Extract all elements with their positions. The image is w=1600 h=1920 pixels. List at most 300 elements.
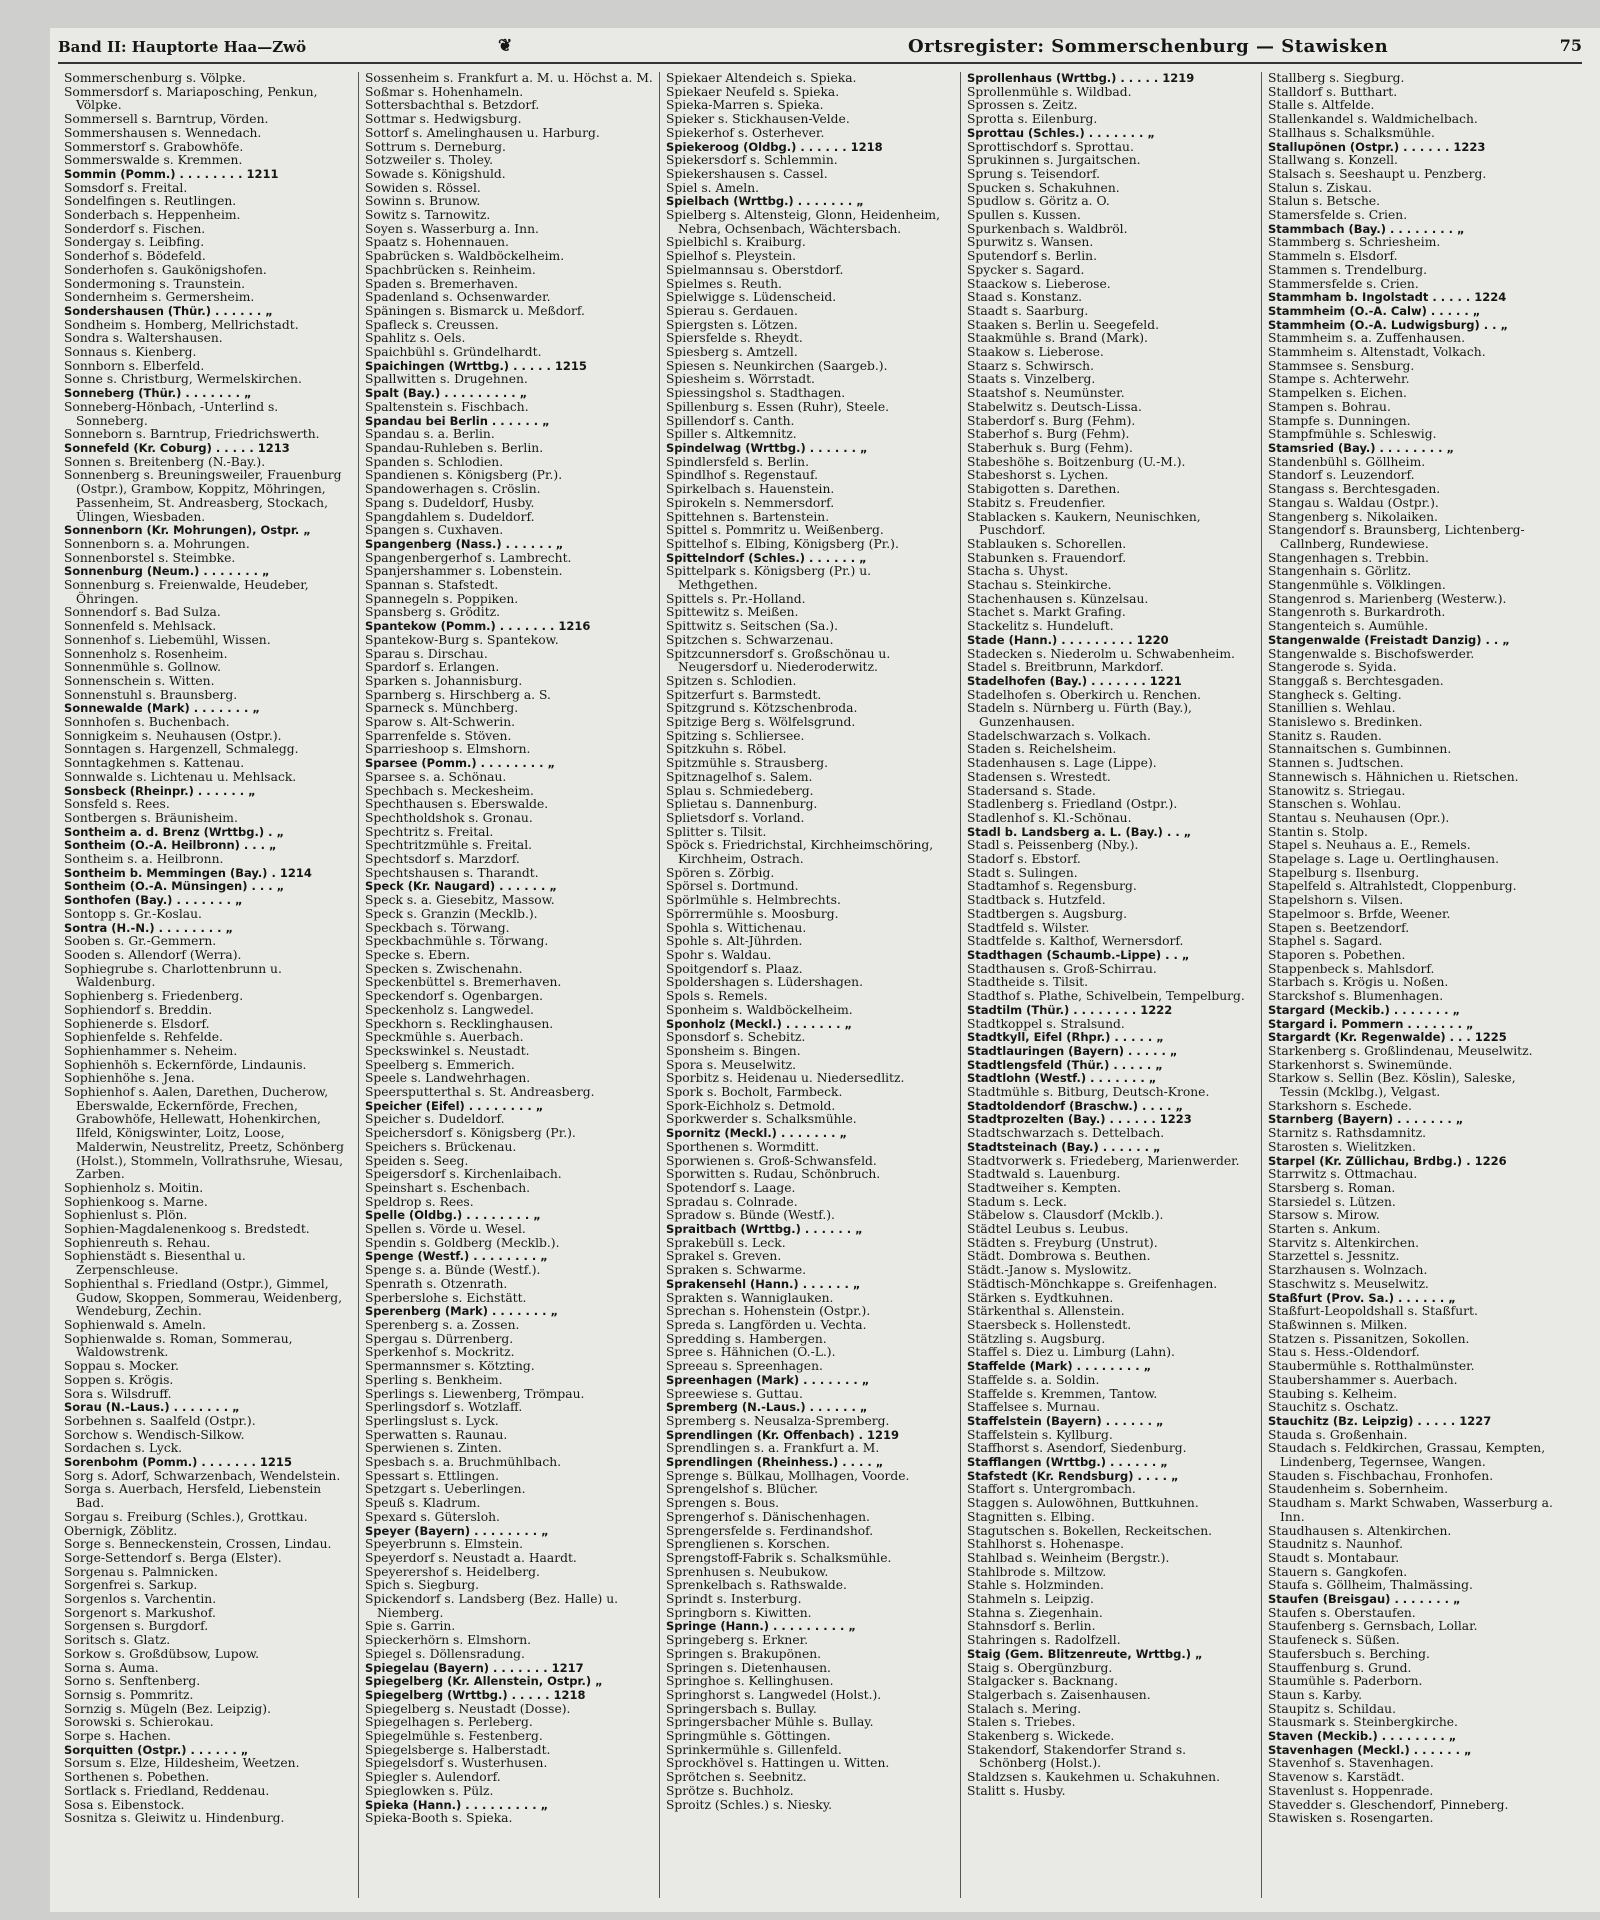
index-entry: Stauden s. Fischbachau, Fronhofen. (1268, 1468, 1494, 1483)
index-entry: Stappenbeck s. Mahlsdorf. (1268, 961, 1435, 976)
index-entry: Staubermühle s. Rotthalmünster. (1268, 1359, 1475, 1374)
index-entry: Sontheim a. d. Brenz (Wrttbg.) . „ (64, 824, 285, 839)
index-entry: Obernigk, Zöblitz. (64, 1523, 178, 1538)
index-entry: Sponsheim s. Bingen. (666, 1043, 801, 1058)
index-entry: Spiesberg s. Amtzell. (666, 345, 798, 360)
index-entry: Spieglowken s. Pülz. (365, 1783, 494, 1798)
index-entry: Spradau s. Colnrade. (666, 1194, 798, 1209)
index-entry: Spork-Eichholz s. Detmold. (666, 1098, 836, 1113)
index-entry: Spangdahlem s. Dudeldorf. (365, 509, 535, 524)
index-entry: Sonneberg-Hönbach, -Unterlind s. Sonneberg. (64, 399, 279, 428)
index-entry: Stadtfeld s. Wilster. (967, 920, 1090, 935)
index-entry: Sparsee (Pomm.) . . . . . . . . „ (365, 756, 556, 771)
index-entry: Stangerode s. Syida. (1268, 660, 1397, 675)
index-entry: Sommersell s. Barntrup, Vörden. (64, 112, 269, 127)
index-entry: Sontheim (O.-A. Münsingen) . . . „ (64, 879, 285, 894)
index-entry: Sonne s. Christburg, Wermelskirchen. (64, 372, 302, 387)
index-entry: Stadtschwarzach s. Dettelbach. (967, 1126, 1165, 1141)
index-entry: Staschwitz s. Meuselwitz. (1268, 1276, 1429, 1291)
index-entry: Starsberg s. Roman. (1268, 1180, 1396, 1195)
index-entry: Spielmes s. Reuth. (666, 276, 782, 291)
index-entry: Springhoe s. Kellinghusen. (666, 1674, 834, 1689)
index-entry: Sommerswalde s. Kremmen. (64, 153, 243, 168)
index-entry: Spitzmühle s. Strausberg. (666, 756, 829, 771)
index-entry: Staufen (Breisgau) . . . . . . . „ (1268, 1592, 1461, 1607)
index-entry: Spiegelsberge s. Halberstadt. (365, 1742, 551, 1757)
index-entry: Staggen s. Aulowöhnen, Buttkuhnen. (967, 1496, 1199, 1511)
index-entry: Späningen s. Bismarck u. Meßdorf. (365, 303, 585, 318)
index-entry: Stangenhain s. Görlitz. (1268, 564, 1412, 579)
index-entry: Staßwinnen s. Milken. (1268, 1317, 1408, 1332)
index-entry: Stammheim (O.-A. Ludwigsburg) . . „ (1268, 317, 1509, 332)
index-entry: Sophiendorf s. Breddin. (64, 1002, 213, 1017)
index-entry: Stauern s. Gangkofen. (1268, 1564, 1408, 1579)
index-entry: Spöck s. Friedrichstal, Kirchheimschöring, Kirchheim, Ostrach. (666, 838, 934, 867)
index-entry: Staarz s. Schwirsch. (967, 358, 1095, 373)
index-entry: Sophienstädt s. Biesenthal u. Zerpenschleuse. (64, 1249, 246, 1278)
index-entry: Sprenkelbach s. Rathswalde. (666, 1578, 847, 1593)
index-entry: Starsow s. Mirow. (1268, 1208, 1380, 1223)
index-entry: Stadorf s. Ebstorf. (967, 852, 1081, 867)
index-entry: Spandau bei Berlin . . . . . . „ (365, 413, 550, 428)
index-entry: Springe (Hann.) . . . . . . . . . „ (666, 1619, 856, 1634)
index-entry: Stavenlust s. Hoppenrade. (1268, 1783, 1434, 1798)
index-entry: Staadt s. Saarburg. (967, 303, 1089, 318)
index-entry: Sprengstoff-Fabrik s. Schalksmühle. (666, 1550, 892, 1565)
index-entry: Stanschen s. Wohlau. (1268, 797, 1402, 812)
index-entry: Spudlow s. Göritz a. O. (967, 194, 1110, 209)
index-entry: Speckendorf s. Ogenbargen. (365, 989, 544, 1004)
index-entry: Sonnhofen s. Buchenbach. (64, 715, 230, 730)
index-entry: Spitzkuhn s. Röbel. (666, 742, 787, 757)
index-entry: Stachenhausen s. Künzelsau. (967, 591, 1149, 606)
index-entry: Stavenhof s. Stavenhagen. (1268, 1756, 1434, 1771)
index-entry: Starzhausen s. Wolnzach. (1268, 1263, 1428, 1278)
index-entry: Sorpe s. Hachen. (64, 1729, 171, 1744)
index-entry: Sonnen s. Breitenberg (N.-Bay.). (64, 454, 266, 469)
index-entry: Speck s. a. Giesebitz, Massow. (365, 893, 555, 908)
index-entry: Sophienhöhe s. Jena. (64, 1071, 195, 1086)
index-entry: Spieka-Marren s. Spieka. (666, 98, 824, 113)
index-column-5 (1262, 72, 1562, 1898)
index-entry: Spelle (Oldbg.) . . . . . . . . „ (365, 1208, 541, 1223)
index-entry: Specken s. Zwischenahn. (365, 961, 523, 976)
index-entry: Stapelshorn s. Vilsen. (1268, 893, 1404, 908)
index-entry: Stallenkandel s. Waldmichelbach. (1268, 112, 1478, 127)
index-entry: Spielbichl s. Kraiburg. (666, 235, 806, 250)
index-entry: Spechtholdshok s. Gronau. (365, 810, 533, 825)
index-entry: Spaltenstein s. Fischbach. (365, 399, 529, 414)
index-entry: Stampfmühle s. Schleswig. (1268, 427, 1437, 442)
index-entry: Spiegelberg (Kr. Allenstein, Ostpr.) „ (365, 1674, 603, 1689)
index-entry: Staffelstein s. Kyllburg. (967, 1427, 1113, 1442)
index-entry: Speldrop s. Rees. (365, 1194, 474, 1209)
index-entry: Sorkow s. Großdübsow, Lupow. (64, 1646, 260, 1661)
index-entry: Sondelfingen s. Reutlingen. (64, 194, 237, 209)
index-entry: Sontheim (O.-A. Heilbronn) . . . „ (64, 838, 277, 853)
index-entry: Spardorf s. Erlangen. (365, 660, 500, 675)
index-entry: Speyerbrunn s. Elmstein. (365, 1537, 524, 1552)
index-entry: Sonnewalde (Mark) . . . . . . . „ (64, 701, 260, 716)
index-entry: Spirokeln s. Nemmersdorf. (666, 495, 835, 510)
index-entry: Spiegelberg (Wrttbg.) . . . . . 1218 (365, 1687, 586, 1702)
index-entry: Standenbühl s. Göllheim. (1268, 454, 1426, 469)
index-entry: Spoldershagen s. Lüdershagen. (666, 975, 863, 990)
index-entry: Sprinkermühle s. Gillenfeld. (666, 1742, 842, 1757)
index-entry: Stampfe s. Dunningen. (1268, 413, 1411, 428)
index-entry: Sophien-Magdalenenkoog s. Bredstedt. (64, 1222, 310, 1237)
index-entry: Stakendorf, Stakendorfer Strand s. Schönberg (Holst.). (967, 1742, 1187, 1771)
index-entry: Stahnsdorf s. Berlin. (967, 1619, 1096, 1634)
index-entry: Spurwitz s. Wansen. (967, 235, 1094, 250)
index-entry: Sonnigkeim s. Neuhausen (Ostpr.). (64, 728, 282, 743)
index-entry: Spiesen s. Neunkirchen (Saargeb.). (666, 358, 888, 373)
index-entry: Spieker s. Stickhausen-Velde. (666, 112, 850, 127)
index-entry: Spiekersdorf s. Schlemmin. (666, 153, 838, 168)
index-entry: Speigersdorf s. Kirchenlaibach. (365, 1167, 562, 1182)
index-entry: Sperling s. Benkheim. (365, 1372, 503, 1387)
index-entry: Sonnefeld (Kr. Coburg) . . . . . 1213 (64, 440, 290, 455)
index-entry: Stauchitz s. Oschatz. (1268, 1400, 1399, 1415)
index-entry: Sorgenlos s. Varchentin. (64, 1592, 217, 1607)
index-column-1 (58, 72, 359, 1898)
index-entry: Spenge (Westf.) . . . . . . . . „ (365, 1249, 548, 1264)
index-entry: Staun s. Karby. (1268, 1687, 1363, 1702)
index-entry: Spörlmühle s. Helmbrechts. (666, 893, 841, 908)
index-entry: Spittel s. Pommritz u. Weißenberg. (666, 523, 884, 538)
index-entry: Staackow s. Lieberose. (967, 276, 1111, 291)
index-entry: Staersbeck s. Hollenstedt. (967, 1317, 1132, 1332)
index-entry: Spannan s. Stafstedt. (365, 578, 499, 593)
index-entry: Spandau-Ruhleben s. Berlin. (365, 440, 544, 455)
index-entry: Stammham b. Ingolstadt . . . . . 1224 (1268, 290, 1507, 305)
index-entry: Sprenge s. Bülkau, Mollhagen, Voorde. (666, 1468, 910, 1483)
index-entry: Stammheim s. Altenstadt, Volkach. (1268, 345, 1486, 360)
index-entry: Spantekow-Burg s. Spantekow. (365, 632, 559, 647)
index-entry: Stammheim (O.-A. Calw) . . . . . „ (1268, 303, 1481, 318)
index-entry: Spohle s. Alt-Jührden. (666, 934, 803, 949)
index-entry: Stanggaß s. Berchtesgaden. (1268, 673, 1444, 688)
index-entry: Stawisken s. Rosengarten. (1268, 1811, 1434, 1826)
index-entry: Spechtritz s. Freital. (365, 824, 494, 839)
index-entry: Sonderbach s. Heppenheim. (64, 208, 241, 223)
index-entry: Starkow s. Sellin (Bez. Köslin), Saleske, Tessin (Mcklbg.), Velgast. (1268, 1071, 1516, 1100)
index-entry: Stadthof s. Plathe, Schivelbein, Tempelburg. (967, 989, 1245, 1004)
index-entry: Sonnenburg (Neum.) . . . . . . . „ (64, 564, 270, 579)
index-entry: Stauchitz (Bz. Leipzig) . . . . . 1227 (1268, 1413, 1492, 1428)
index-entry: Sorna s. Auma. (64, 1660, 159, 1675)
index-entry: Sorbehnen s. Saalfeld (Ostpr.). (64, 1413, 256, 1428)
index-entry: Sophienfelde s. Rehfelde. (64, 1030, 223, 1045)
index-entry: Spaatz s. Hohennauen. (365, 235, 509, 250)
index-entry: Stackelitz s. Hundeluft. (967, 619, 1114, 634)
index-entry: Sowinn s. Brunow. (365, 194, 481, 209)
index-entry: Spraitbach (Wrttbg.) . . . . . . „ (666, 1222, 863, 1237)
index-entry: Stabeshorst s. Lychen. (967, 468, 1109, 483)
index-entry: Spafleck s. Creussen. (365, 317, 499, 332)
index-entry: Sora s. Wilsdruff. (64, 1386, 172, 1401)
index-entry: Staufa s. Göllheim, Thalmässing. (1268, 1578, 1473, 1593)
index-entry: Staffel s. Diez u. Limburg (Lahn). (967, 1345, 1175, 1360)
index-entry: Stallwang s. Konzell. (1268, 153, 1398, 168)
index-entry: Splau s. Schmiedeberg. (666, 783, 814, 798)
index-entry: Spiersfelde s. Rheydt. (666, 331, 803, 346)
index-entry: Staßfurt-Leopoldshall s. Staßfurt. (1268, 1304, 1478, 1319)
index-entry: Staudham s. Markt Schwaben, Wasserburg a. Inn. (1268, 1496, 1553, 1524)
index-entry: Stauffenburg s. Grund. (1268, 1660, 1412, 1675)
index-entry: Stapelburg s. Ilsenburg. (1268, 865, 1420, 880)
index-entry: Sperberslohe s. Eichstätt. (365, 1290, 527, 1305)
index-entry: Sputendorf s. Berlin. (967, 249, 1097, 264)
index-entry: Soritsch s. Glatz. (64, 1633, 171, 1648)
index-entry: Stantau s. Neuhausen (Opr.). (1268, 810, 1450, 825)
index-entry: Sprengelshof s. Blücher. (666, 1482, 819, 1497)
index-entry: Spangen s. Cuxhaven. (365, 523, 504, 538)
index-entry: Sprenglienen s. Korschen. (666, 1537, 830, 1552)
index-entry: Sperenberg s. a. Zossen. (365, 1317, 520, 1332)
index-entry: Spillenburg s. Essen (Ruhr), Steele. (666, 399, 890, 414)
index-entry: Sporthenen s. Wormditt. (666, 1139, 820, 1154)
index-entry: Staffelsee s. Murnau. (967, 1400, 1101, 1415)
index-entry: Sophienkoog s. Marne. (64, 1194, 208, 1209)
index-entry: Sonnenhof s. Liebemühl, Wissen. (64, 632, 271, 647)
index-entry: Sparow s. Alt-Schwerin. (365, 715, 516, 730)
index-entry: Stadtkyll, Eifel (Rhpr.) . . . . . „ (967, 1030, 1164, 1045)
index-entry: Stangenwalde (Freistadt Danzig) . . „ (1268, 632, 1510, 647)
index-entry: Spechtsdorf s. Marzdorf. (365, 852, 520, 867)
index-entry: Sparnberg s. Hirschberg a. S. (365, 687, 551, 702)
index-entry: Speicher (Eifel) . . . . . . . . „ (365, 1098, 544, 1113)
index-entry: Sondergay s. Leibfing. (64, 235, 205, 250)
index-entry: Sorchow s. Wendisch-Silkow. (64, 1427, 245, 1442)
index-entry: Spiekeroog (Oldbg.) . . . . . . 1218 (666, 139, 883, 154)
index-entry: Staldzsen s. Kaukehmen u. Schakuhnen. (967, 1770, 1220, 1785)
index-entry: Spieka-Booth s. Spieka. (365, 1811, 513, 1826)
index-entry: Stapel s. Neuhaus a. E., Remels. (1268, 838, 1471, 853)
index-entry: Stangenwalde s. Bischofswerder. (1268, 646, 1475, 661)
index-entry: Starbach s. Krögis u. Noßen. (1268, 975, 1449, 990)
index-entry: Spiller s. Altkemnitz. (666, 427, 797, 442)
index-entry: Stadtback s. Hutzfeld. (967, 893, 1106, 908)
index-entry: Sparken s. Johannisburg. (365, 673, 523, 688)
index-entry: Stärkenthal s. Allenstein. (967, 1304, 1125, 1319)
index-entry: Stadtlengsfeld (Thür.) . . . . . „ (967, 1057, 1163, 1072)
index-entry: Spotendorf s. Laage. (666, 1180, 796, 1195)
index-entry: Stanislewo s. Bredinken. (1268, 715, 1423, 730)
index-entry: Sprakten s. Wanniglauken. (666, 1290, 834, 1305)
index-entry: Starnberg (Bayern) . . . . . . . „ (1268, 1112, 1464, 1127)
index-entry: Stangenberg s. Nikolaiken. (1268, 509, 1438, 524)
index-entry: Stadthausen s. Groß-Schirrau. (967, 961, 1157, 976)
index-entry: Stau s. Hess.-Oldendorf. (1268, 1345, 1420, 1360)
index-entry: Sparrenfelde s. Stöven. (365, 728, 512, 743)
index-entry: Sonderhof s. Bödefeld. (64, 249, 206, 264)
index-entry: Starzettel s. Jessnitz. (1268, 1249, 1400, 1264)
index-entry: Spitzing s. Schliersee. (666, 728, 805, 743)
index-entry: Sprottau (Schles.) . . . . . . . „ (967, 125, 1155, 140)
index-entry: Sonderhofen s. Gaukönigshofen. (64, 262, 267, 277)
index-entry: Stade (Hann.) . . . . . . . . . 1220 (967, 632, 1169, 647)
index-entry: Stadtilm (Thür.) . . . . . . . . 1222 (967, 1002, 1173, 1017)
index-entry: Stachau s. Steinkirche. (967, 578, 1112, 593)
index-entry: Stärken s. Eydtkuhnen. (967, 1290, 1114, 1305)
index-entry: Stanillien s. Wehlau. (1268, 701, 1396, 716)
index-column-2 (359, 72, 660, 1898)
index-entry: Spielhof s. Pleystein. (666, 249, 797, 264)
index-entry: Spittelpark s. Königsberg (Pr.) u. Methgethen. (666, 564, 872, 593)
index-entry: Stamersfelde s. Crien. (1268, 208, 1408, 223)
index-entry: Sorowski s. Schierokau. (64, 1715, 214, 1730)
index-entry: Speckenholz s. Langwedel. (365, 1002, 534, 1017)
index-entry: Spremberg (N.-Laus.) . . . . . . „ (666, 1400, 868, 1415)
index-entry: Staven (Meckib.) . . . . . . . . „ (1268, 1729, 1457, 1744)
index-entry: Staffhorst s. Asendorf, Siedenburg. (967, 1441, 1187, 1456)
index-entry: Staudenheim s. Sobernheim. (1268, 1482, 1448, 1497)
index-entry: Staffelde s. a. Soldin. (967, 1372, 1100, 1387)
index-entry: Sondheim s. Homberg, Mellrichstadt. (64, 317, 299, 332)
index-entry: Staphel s. Sagard. (1268, 934, 1383, 949)
index-entry: Stargardt (Kr. Regenwalde) . . . 1225 (1268, 1030, 1507, 1045)
index-entry: Spoitgendorf s. Plaaz. (666, 961, 803, 976)
index-entry: Stadecken s. Niederolm u. Schwabenheim. (967, 646, 1235, 661)
index-entry: Spaichbühl s. Gründelhardt. (365, 345, 542, 360)
index-entry: Stadtprozelten (Bay.) . . . . . . 1223 (967, 1112, 1192, 1127)
index-entry: Stammen s. Trendelburg. (1268, 262, 1428, 277)
index-entry: Sonnenborn (Kr. Mohrungen), Ostpr. „ (64, 523, 311, 538)
index-entry: Stantin s. Stolp. (1268, 824, 1368, 839)
index-entry: Stadt s. Sulingen. (967, 865, 1078, 880)
index-entry: Stafflangen (Wrttbg.) . . . . . . „ (967, 1455, 1168, 1470)
page (50, 28, 1600, 1912)
index-entry: Spandienen s. Königsberg (Pr.). (365, 468, 563, 483)
index-entry: Staupitz s. Schildau. (1268, 1701, 1397, 1716)
index-entry: Spabrücken s. Waldböckelheim. (365, 249, 565, 264)
index-entry: Sprengersfelde s. Ferdinandshof. (666, 1523, 874, 1538)
index-entry: Sonnaus s. Kienberg. (64, 345, 197, 360)
index-entry: Sprakebüll s. Leck. (666, 1235, 786, 1250)
index-entry: Stalitt s. Husby. (967, 1783, 1066, 1798)
index-entry: Stahringen s. Radolfzell. (967, 1633, 1121, 1648)
index-entry: Staufen s. Oberstaufen. (1268, 1605, 1416, 1620)
index-entry: Staig s. Obergünzburg. (967, 1660, 1113, 1675)
index-entry: Speinshart s. Eschenbach. (365, 1180, 531, 1195)
index-entry: Spreewiese s. Guttau. (666, 1386, 803, 1401)
index-entry: Spangenbergerhof s. Lambrecht. (365, 550, 572, 565)
index-entry: Spielwigge s. Lüdenscheid. (666, 290, 837, 305)
index-entry: Spesbach s. a. Bruchmühlbach. (365, 1455, 562, 1470)
index-entry: Spansberg s. Gröditz. (365, 605, 501, 620)
ornament-icon: ❦ (498, 36, 513, 56)
index-entry: Stadtweiher s. Kempten. (967, 1180, 1122, 1195)
index-entry: Stapelmoor s. Brfde, Weener. (1268, 906, 1451, 921)
index-entry: Spucken s. Schakuhnen. (967, 180, 1120, 195)
index-entry: Spirkelbach s. Hauenstein. (666, 482, 835, 497)
index-entry: Sorgenau s. Palmnicken. (64, 1564, 219, 1579)
index-entry: Staumühle s. Paderborn. (1268, 1674, 1423, 1689)
index-entry: Stadlenberg s. Friedland (Ostpr.). (967, 797, 1178, 812)
index-entry: Stahlbad s. Weinheim (Bergstr.). (967, 1550, 1170, 1565)
index-entry: Starrwitz s. Ottmachau. (1268, 1167, 1418, 1182)
index-entry: Spessart s. Ettlingen. (365, 1468, 500, 1483)
index-entry: Stangass s. Berchtesgaden. (1268, 482, 1441, 497)
index-entry: Spadenland s. Ochsenwarder. (365, 290, 551, 305)
index-entry: Sonnenstuhl s. Braunsberg. (64, 687, 238, 702)
index-entry: Spieckerhörn s. Elmshorn. (365, 1633, 532, 1648)
index-entry: Städt.-Janow s. Myslowitz. (967, 1263, 1132, 1278)
index-entry: Sorgenfrei s. Sarkup. (64, 1578, 198, 1593)
index-entry: Sondershausen (Thür.) . . . . . . „ (64, 303, 273, 318)
index-entry: Sprindt s. Insterburg. (666, 1592, 802, 1607)
index-entry: Spitzen s. Schlodien. (666, 673, 797, 688)
index-entry: Sowade s. Königshuld. (365, 166, 506, 181)
index-entry: Sosnitza s. Gleiwitz u. Hindenburg. (64, 1811, 285, 1826)
index-entry: Starpel (Kr. Züllichau, Brdbg.) . 1226 (1268, 1153, 1507, 1168)
index-entry: Stadtlauringen (Bayern) . . . . . „ (967, 1043, 1178, 1058)
index-entry: Sommerschenburg s. Völpke. (64, 72, 246, 85)
index-entry: Sophienerde s. Elsdorf. (64, 1016, 210, 1031)
index-entry: Sprengerhof s. Dänischenhagen. (666, 1509, 870, 1524)
index-entry: Spenrath s. Otzenrath. (365, 1276, 508, 1291)
index-entry: Stadtoldendorf (Braschw.) . . . . „ (967, 1098, 1184, 1113)
index-entry: Stadtlohn (Westf.) . . . . . . . „ (967, 1071, 1157, 1086)
index-columns (58, 72, 1600, 1898)
index-entry: Sottrum s. Derneburg. (365, 139, 506, 154)
index-entry: Stadeln s. Nürnberg u. Fürth (Bay.), Gunzenhausen. (967, 701, 1192, 730)
index-entry: Stangenroth s. Burkardroth. (1268, 605, 1446, 620)
index-entry: Spören s. Zörbig. (666, 865, 775, 880)
index-entry: Stadelhofen s. Oberkirch u. Renchen. (967, 687, 1202, 702)
index-entry: Staberdorf s. Burg (Fehm). (967, 413, 1136, 428)
index-entry: Stallupönen (Ostpr.) . . . . . . 1223 (1268, 139, 1486, 154)
index-entry: Sprollenmühle s. Wildbad. (967, 84, 1132, 99)
index-entry: Sperlingsdorf s. Wotzlaff. (365, 1400, 523, 1415)
index-entry: Staufeneck s. Süßen. (1268, 1633, 1400, 1648)
index-entry: Spierau s. Gerdauen. (666, 303, 798, 318)
index-entry: Sontbergen s. Bräunisheim. (64, 810, 238, 825)
index-entry: Sorsum s. Elze, Hildesheim, Weetzen. (64, 1756, 300, 1771)
index-entry: Stadl s. Peissenberg (Nby.). (967, 838, 1139, 853)
index-entry: Stapelage s. Lage u. Oertlinghausen. (1268, 852, 1500, 867)
index-entry: Spremberg s. Neusalza-Spremberg. (666, 1413, 890, 1428)
index-entry: Sondermoning s. Traunstein. (64, 276, 246, 291)
index-entry: Sophienwald s. Ameln. (64, 1317, 207, 1332)
index-entry: Städtel Leubus s. Leubus. (967, 1222, 1129, 1237)
index-entry: Staats s. Vinzelberg. (967, 372, 1096, 387)
index-entry: Städten s. Freyburg (Unstrut). (967, 1235, 1158, 1250)
index-entry: Stäbelow s. Clausdorf (Mcklb.). (967, 1208, 1164, 1223)
index-entry: Sophienwalde s. Roman, Sommerau, Waldowstrenk. (64, 1331, 293, 1360)
index-entry: Spiekaer Neufeld s. Spieka. (666, 84, 840, 99)
index-entry: Springen s. Dietenhausen. (666, 1660, 831, 1675)
index-entry: Stacha s. Uhyst. (967, 564, 1069, 579)
index-entry: Spannegeln s. Poppiken. (365, 591, 519, 606)
index-entry: Stanowitz s. Striegau. (1268, 783, 1406, 798)
index-entry: Stadtfelde s. Kalthof, Wernersdorf. (967, 934, 1184, 949)
index-entry: Starten s. Ankum. (1268, 1222, 1381, 1237)
index-entry: Springeberg s. Erkner. (666, 1633, 809, 1648)
index-entry: Stabigotten s. Darethen. (967, 482, 1121, 497)
index-entry: Stannewisch s. Hähnichen u. Rietschen. (1268, 769, 1519, 784)
index-entry: Speckbach s. Törwang. (365, 920, 510, 935)
index-entry: Spetzgart s. Ueberlingen. (365, 1482, 526, 1497)
index-entry: Sonnenborn s. a. Mohrungen. (64, 536, 250, 551)
index-entry: Spechtshausen s. Tharandt. (365, 865, 539, 880)
index-entry: Stammersfelde s. Crien. (1268, 276, 1419, 291)
index-entry: Spree s. Hähnichen (O.-L.). (666, 1345, 836, 1360)
index-entry: Stavenow s. Karstädt. (1268, 1770, 1405, 1785)
index-entry: Stannen s. Judtschen. (1268, 756, 1404, 771)
index-entry: Stapen s. Beetzendorf. (1268, 920, 1410, 935)
